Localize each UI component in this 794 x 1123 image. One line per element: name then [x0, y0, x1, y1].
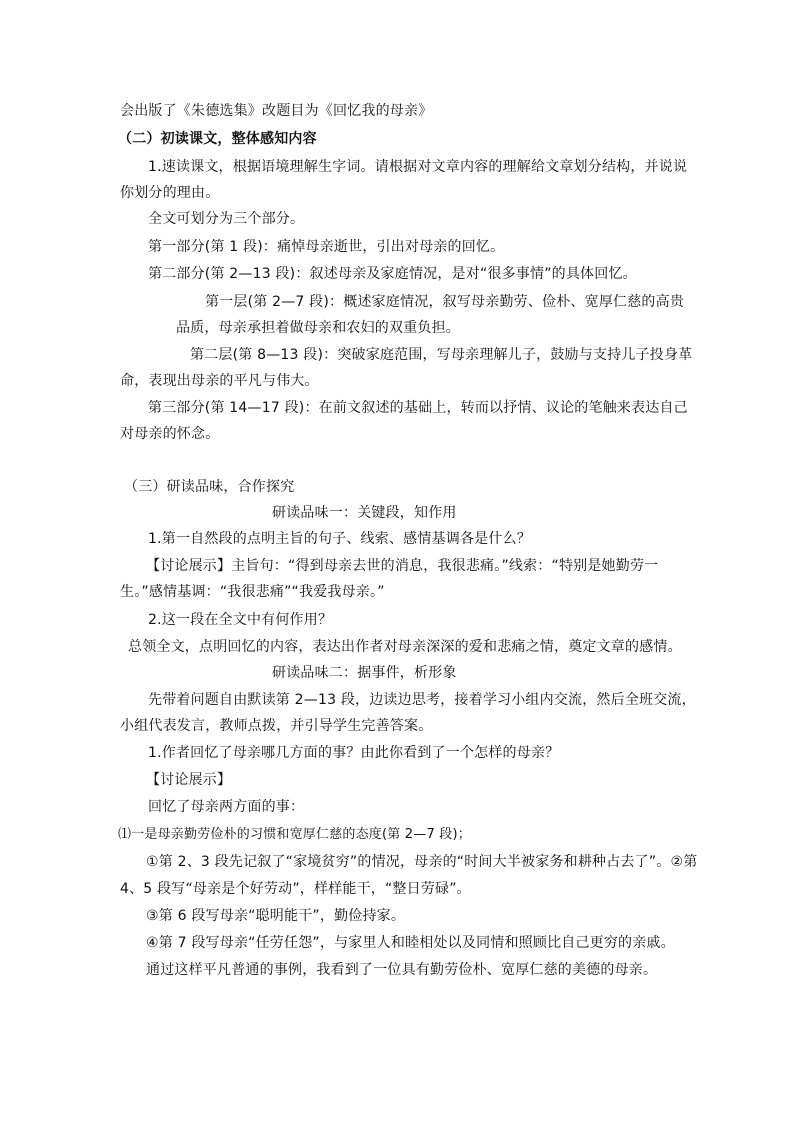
text-line: 【讨论展示】 [146, 772, 232, 788]
question: 1.第一自然段的点明主旨的句子、线索、感情基调各是什么？ [148, 531, 531, 547]
section-heading: （三）研读品味，合作探究 [124, 479, 295, 495]
text-line: 会出版了《朱德选集》改题目为《回忆我的母亲》 [120, 103, 433, 119]
text-line: 回忆了母亲两方面的事： [148, 799, 305, 815]
text-line: 第二部分(第 2—13 段)：叙述母亲及家庭情况，是对“很多事情”的具体回忆。 [148, 266, 637, 282]
text-line: 通过这样平凡普通的事例，我看到了一位具有勤劳俭朴、宽厚仁慈的美德的母亲。 [146, 962, 658, 978]
question: 1.速读课文，根据语境理解生字词。请根据对文章内容的理解给文章划分结构，并说说 [148, 159, 688, 175]
text-line: 第三部分(第 14—17 段)：在前文叙述的基础上，转而以抒情、议论的笔触来表达自己 [148, 400, 688, 416]
text-line: 第一层(第 2—7 段)：概述家庭情况，叙写母亲勤劳、俭朴、宽厚仁慈的高贵 [205, 294, 685, 310]
text-line: 第二层(第 8—13 段)：突破家庭范围，写母亲理解儿子，鼓励与支持儿子投身革 [190, 347, 693, 363]
text-line: 先带着问题自由默读第 2—13 段，边读边思考，接着学习小组内交流，然后全班交流， [148, 692, 696, 708]
text-line: 全文可划分为三个部分。 [148, 211, 305, 227]
question: 1.作者回忆了母亲哪几方面的事？由此你看到了一个怎样的母亲？ [148, 745, 560, 761]
text-line: 生。”感情基调：“我很悲痛”“我爱我母亲。” [120, 584, 385, 600]
text-line: 第一部分(第 1 段)：痛悼母亲逝世，引出对母亲的回忆。 [148, 239, 505, 255]
section-heading: （二）初读课文，整体感知内容 [118, 131, 317, 147]
text-line: 总领全文，点明回忆的内容，表达出作者对母亲深深的爱和悲痛之情，奠定文章的感情。 [128, 639, 682, 655]
text-line: 小组代表发言，教师点拨，并引导学生完善答案。 [120, 718, 433, 734]
text-line: ①第 2、3 段先记叙了“家境贫穷”的情况，母亲的“时间大半被家务和耕种占去了”。②第 [146, 854, 698, 870]
subsection-heading: 研读品味一：关键段，知作用 [272, 505, 457, 521]
text-line: 【讨论展示】主旨句：“得到母亲去世的消息，我很悲痛。”线索：“特别是她勤劳一 [146, 558, 659, 574]
text-line: 对母亲的怀念。 [120, 426, 220, 442]
subsection-heading: 研读品味二：据事件，析形象 [272, 665, 457, 681]
text-line: 你划分的理由。 [120, 185, 220, 201]
text-line: 品质，母亲承担着做母亲和农妇的双重负担。 [176, 320, 460, 336]
text-line: ④第 7 段写母亲“任劳任怨”，与家里人和睦相处以及同情和照顾比自己更穷的亲戚。 [146, 935, 675, 951]
question: 2.这一段在全文中有何作用？ [148, 612, 333, 628]
text-line: ⑴一是母亲勤劳俭朴的习惯和宽厚仁慈的态度(第 2—7 段)； [118, 827, 471, 842]
text-line: ③第 6 段写母亲“聪明能干”，勤俭持家。 [146, 908, 406, 924]
text-line: 命，表现出母亲的平凡与伟大。 [120, 373, 319, 389]
text-line: 4、5 段写“母亲是个好劳动”，样样能干，“整日劳碌”。 [120, 881, 471, 897]
